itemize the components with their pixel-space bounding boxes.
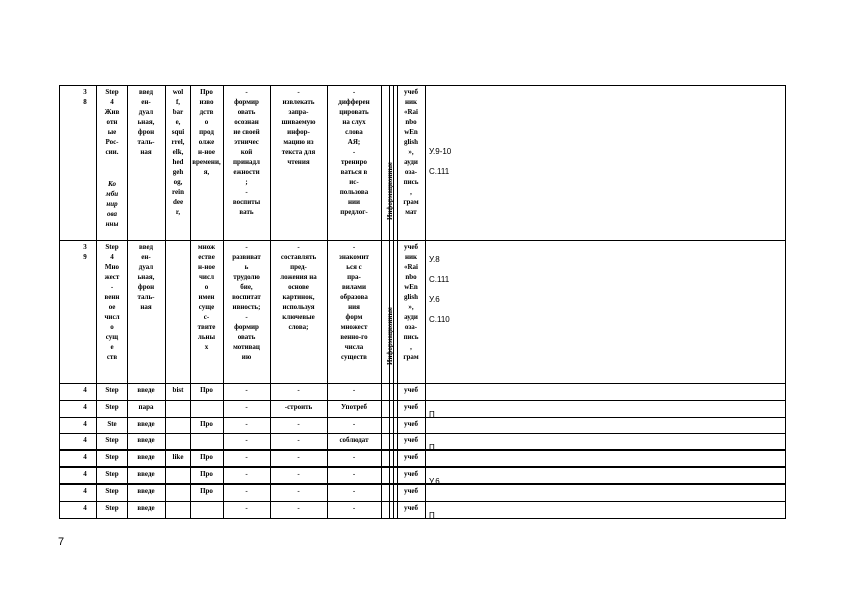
column-border — [393, 85, 394, 519]
row-border — [59, 85, 786, 86]
small-row-grammar: Про — [200, 487, 213, 495]
small-row-grammar — [191, 402, 222, 415]
small-row-type: введе — [137, 504, 155, 512]
small-row-type: введе — [137, 453, 155, 461]
lesson-plan-table — [59, 85, 786, 519]
small-row-num: 4 — [83, 453, 87, 461]
small-row-num: 4 — [83, 470, 87, 478]
small-row-subj: Употреб — [340, 403, 368, 411]
small-row-res: учеб — [403, 436, 419, 444]
row-border — [59, 240, 786, 241]
small-row-subj: соблюдат — [339, 436, 369, 444]
small-row-num: 4 — [83, 420, 87, 428]
lesson-number: 3 8 — [83, 88, 87, 106]
row-border — [59, 433, 786, 434]
small-row-pers: - — [245, 403, 248, 411]
page-refs: У.8 С.111 У.6 С.110 — [429, 255, 450, 324]
small-row-num: 4 — [83, 436, 87, 444]
subject-results: - дифферен цировать на слух слова АЯ; - трениро ваться в ис- пользова нии предлог- — [338, 88, 370, 216]
small-row-step: Step — [105, 453, 119, 461]
small-row-res: учеб — [403, 386, 419, 394]
small-row-pers: - — [245, 436, 248, 444]
small-row-pers: - — [245, 453, 248, 461]
rotated-label: Информационные — [386, 161, 394, 220]
small-row-type: введе — [137, 420, 155, 428]
small-row-num: 4 — [83, 403, 87, 411]
small-row-res: учеб — [403, 470, 419, 478]
small-row-subj: - — [352, 504, 356, 512]
lesson-step: Step 4 Мно жест - венн ое числ о сущ е ств — [104, 243, 120, 361]
column-border — [785, 85, 786, 519]
small-row-grammar — [191, 503, 222, 516]
row-border — [59, 484, 786, 485]
small-row-type: введе — [137, 436, 155, 444]
meta-results: - извлекать запра- шиваемую инфор- мацию из текста для чтения — [281, 88, 316, 166]
column-border — [381, 85, 382, 519]
row-border — [59, 383, 786, 384]
lesson-type: введ ен- дуал ьная, фрон таль- ная — [137, 243, 155, 311]
resources: учеб ник «Rai nbo wEn glish », ауди оза- пись , грам — [403, 243, 419, 361]
small-row-subj: - — [352, 453, 356, 461]
lesson-step: Step 4 Жив отн ые Рос- сии. — [104, 88, 120, 156]
small-row-num: 4 — [83, 504, 87, 512]
row-border — [59, 400, 786, 401]
small-row-res: учеб — [403, 453, 419, 461]
small-row-meta: - — [297, 470, 300, 478]
small-row-res: учеб — [403, 420, 419, 428]
small-row-words — [166, 469, 190, 482]
page-refs: У.9-10 С.111 — [429, 147, 452, 176]
small-row-grammar: Про — [200, 453, 213, 461]
page-number: 7 — [58, 536, 65, 548]
row-border — [59, 467, 786, 468]
small-row-words — [166, 486, 190, 499]
small-row-words — [166, 435, 190, 448]
small-row-step: Step — [105, 386, 119, 394]
small-row-step: Step — [105, 436, 119, 444]
column-border — [59, 85, 60, 519]
small-row-meta: - — [297, 386, 300, 394]
small-row-step: Step — [105, 504, 119, 512]
small-row-type: пара — [138, 403, 154, 411]
small-row-ref: П — [429, 443, 435, 452]
row-border — [59, 417, 786, 418]
small-row-meta: - — [297, 453, 300, 461]
row-border — [59, 450, 786, 451]
small-row-ref: У.6 — [429, 477, 440, 486]
small-row-num: 4 — [83, 487, 87, 495]
small-row-step: Step — [105, 487, 119, 495]
small-row-pers: - — [245, 386, 248, 394]
resources: учеб ник «Rai nbo wEn glish », ауди оза- пись , грам мат — [403, 88, 419, 216]
small-row-grammar: Про — [200, 386, 213, 394]
small-row-grammar: Про — [200, 470, 213, 478]
small-row-words: like — [172, 453, 184, 461]
grammar: множ естве н-ное числ о имен суще с- твите льны х — [197, 243, 216, 351]
subject-results: - знакомит ься с пра- вилами образова ния форм множест венно-го числа существ — [339, 243, 369, 361]
column-border — [389, 85, 390, 519]
small-row-meta: - — [297, 487, 300, 495]
lesson-type: введ ен- дуал ьная, фрон таль- ная — [137, 88, 155, 156]
lesson-number: 3 9 — [83, 243, 87, 261]
small-row-res: учеб — [403, 504, 419, 512]
small-row-res: учеб — [403, 403, 419, 411]
small-row-type: введе — [137, 386, 155, 394]
small-row-words — [166, 419, 190, 432]
small-row-words — [166, 503, 190, 516]
small-row-words — [166, 402, 190, 415]
small-row-type: введе — [137, 487, 155, 495]
small-row-pers: - — [245, 504, 248, 512]
small-row-pers: - — [245, 487, 248, 495]
row-border — [59, 501, 786, 502]
rotated-label: Информационные — [386, 306, 394, 365]
small-row-pers: - — [245, 470, 248, 478]
grammar: Про изво дств о прод олже н-ное времени, я, — [192, 88, 221, 176]
small-row-type: введе — [137, 470, 155, 478]
small-row-subj: - — [352, 487, 356, 495]
small-row-words: bist — [172, 386, 184, 394]
small-row-ref: П — [429, 410, 435, 419]
meta-results: - составлять пред- ложения на основе картинок, используя ключевые слова; — [280, 243, 317, 331]
small-row-step: Step — [105, 403, 119, 411]
small-row-meta: -строить — [284, 403, 313, 411]
small-row-res: учеб — [403, 487, 419, 495]
personal-results: - формир овать осознан ие своей этничес кой принадл ежности ; - воспиты вать — [232, 88, 261, 216]
small-row-subj: - — [352, 386, 356, 394]
vocabulary: wol f, bar e, squi rrel, elk, hed geh og, rein dee r, — [171, 88, 185, 216]
personal-results: - развиват ь трудолю бие, воспитат ивность; - формир овать мотивац ию — [232, 243, 261, 361]
column-border — [425, 85, 426, 519]
small-row-step: Step — [105, 470, 119, 478]
small-row-grammar — [191, 435, 222, 448]
small-row-meta: - — [297, 420, 300, 428]
small-row-pers: - — [245, 420, 248, 428]
row-border — [59, 518, 786, 519]
small-row-meta: - — [297, 436, 300, 444]
small-row-ref: П — [429, 511, 435, 520]
small-row-grammar: Про — [200, 420, 213, 428]
lesson-step-italic: Ко мби нир ова нны — [105, 180, 119, 228]
small-row-subj: - — [352, 420, 356, 428]
small-row-step: Ste — [107, 420, 117, 428]
small-row-num: 4 — [83, 386, 87, 394]
small-row-meta: - — [297, 504, 300, 512]
small-row-subj: - — [352, 470, 356, 478]
